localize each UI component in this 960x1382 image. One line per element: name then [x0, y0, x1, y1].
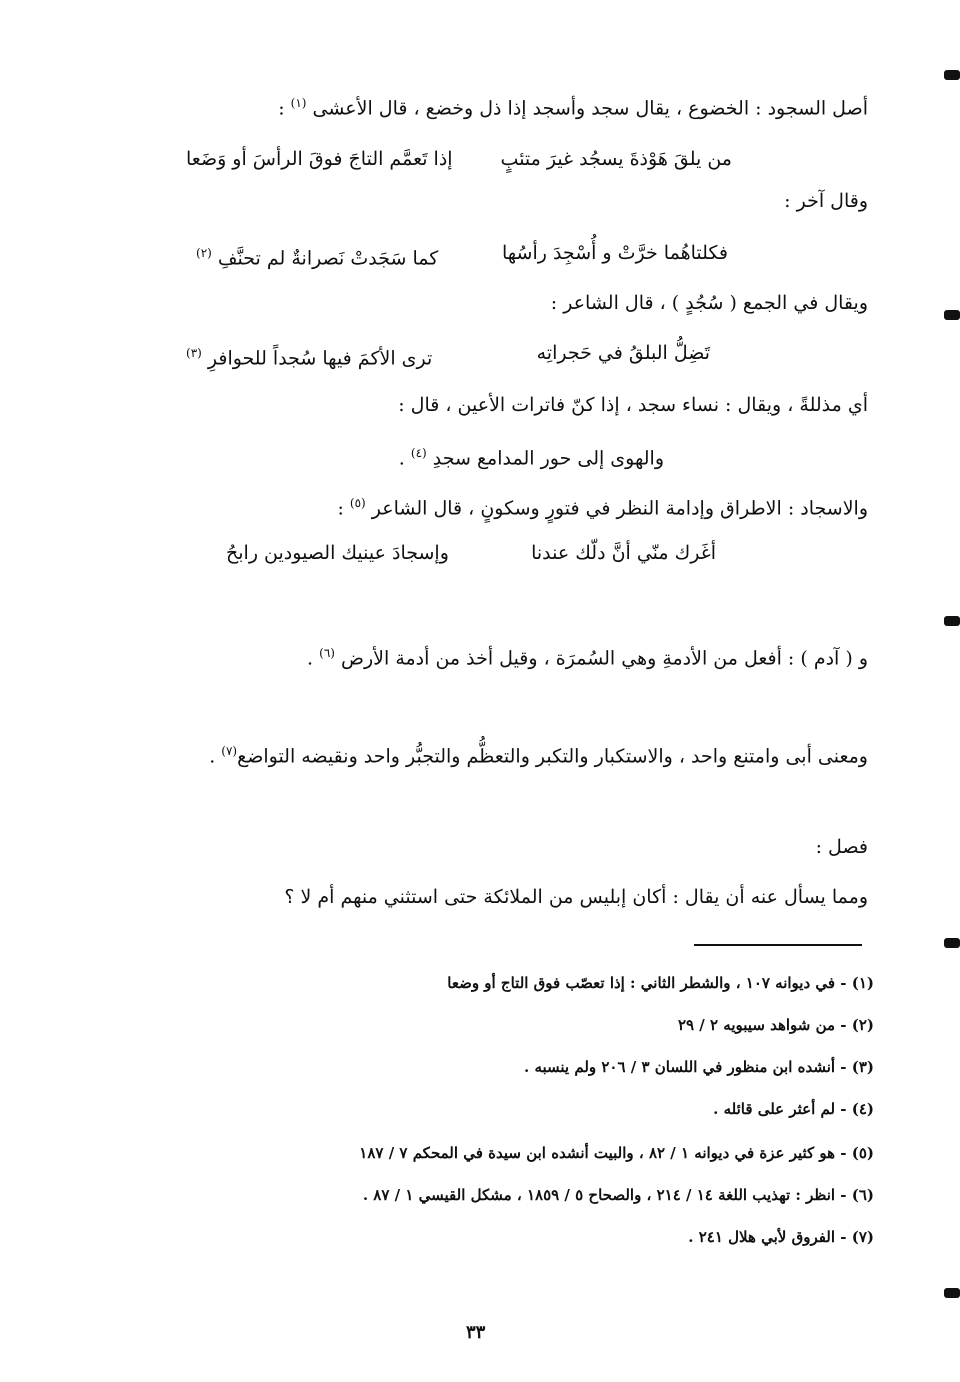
verse-3-second-hemistich: ترى الأكمَ فيها سُجداً للحوافرِ $^{(٣)}$ — [186, 346, 433, 370]
quoted-hemistich: والهوى إلى حور المدامع سجدِ $^{(٤)}$ . — [398, 446, 664, 470]
verse-1-second-hemistich: إذا تَعمَّم التاجَ فوقَ الرأسَ أو وَضَعا — [186, 148, 453, 170]
footnote-ref-5: (٥) — [349, 496, 366, 510]
page-number: ٣٣ — [466, 1322, 486, 1343]
footnote-ref-6: (٦) — [319, 646, 335, 660]
body-line-7: ومعنى أبى وامتنع واحد ، والاستكبار والتكبر والتعظُّم والتجبُّر واحد ونقيضه التواضع$^{(٧)}$ . — [209, 744, 868, 768]
verse-2-second-hemistich: كما سَجَدتْ نَصرانةٌ لم تحنَّفِ $^{(٢)}$ — [196, 246, 439, 270]
verse-3-first-hemistich: تَضِلُّ البلقُ في حَجراتِه — [536, 342, 710, 364]
binding-hole-mark — [944, 616, 960, 626]
body-line-3: ويقال في الجمع ( سُجُدٍ ) ، قال الشاعر : — [550, 292, 868, 314]
footnote-2: (٢) - من شواهد سيبويه ٢ / ٢٩ — [677, 1016, 874, 1034]
binding-hole-mark — [944, 938, 960, 948]
body-line-4: أي مذللةً ، ويقال : نساء سجد ، إذا كنّ فاترات الأعين ، قال : — [398, 394, 868, 416]
section-heading: فصل : — [815, 836, 868, 858]
footnote-6: (٦) - انظر : تهذيب اللغة ١٤ / ٢١٤ ، والصحاح ٥ / ١٨٥٩ ، مشكل القيسي ١ / ٨٧ . — [362, 1186, 874, 1204]
verse-2-first-hemistich: فكلتاهُما خرَّتْ و أُسْجِدَ رأسُها — [502, 242, 728, 264]
verse-1-first-hemistich: من يلقَ هَوْذةَ يسجُد غيرَ متئبٍ — [500, 148, 732, 170]
footnote-7: (٧) - الفروق لأبي هلال ٢٤١ . — [688, 1228, 874, 1246]
footnote-ref-4: (٤) — [410, 446, 427, 460]
body-line-1: أصل السجود : الخضوع ، يقال سجد وأسجد إذا ذل وخضع ، قال الأعشى $^{(١)}$ : — [278, 96, 868, 120]
binding-hole-mark — [944, 70, 960, 80]
body-line-8: ومما يسأل عنه أن يقال : أكان إبليس من الملائكة حتى استثني منهم أم لا ؟ — [284, 886, 868, 908]
body-line-2: وقال آخر : — [784, 190, 868, 212]
footnote-separator — [694, 944, 862, 946]
body-line-5: والاسجاد : الاطراق وإدامة النظر في فتورٍ وسكونٍ ، قال الشاعر $^{(٥)}$ : — [337, 496, 868, 520]
footnote-5: (٥) - هو كثير عزة في ديوانه ١ / ٨٢ ، والبيت أنشده ابن سيدة في المحكم ٧ / ١٨٧ — [359, 1144, 874, 1162]
verse-4-first-hemistich: أغَرك منّي أنَّ دلّك عندنا — [531, 542, 716, 564]
body-line-6: و ( آدم ) : أفعل من الأدمةِ وهي السُمرَة ، وقيل أخذ من أدمة الأرض $^{(٦)}$ . — [307, 646, 868, 670]
verse-4-second-hemistich: وإسجادَ عينيك الصيودين رابحُ — [226, 542, 449, 564]
footnote-1: (١) - في ديوانه ١٠٧ ، والشطر الثاني : إذا تعصّب فوق التاج أو وضعا — [447, 974, 874, 992]
footnote-ref-1: (١) — [290, 96, 307, 110]
footnote-ref-3: (٣) — [186, 346, 202, 360]
footnote-3: (٣) - أنشده ابن منظور في اللسان ٣ / ٢٠٦ ولم ينسبه . — [524, 1058, 874, 1076]
binding-hole-mark — [944, 1288, 960, 1298]
footnote-4: (٤) - لم أعثر على قائله . — [713, 1100, 874, 1118]
footnote-ref-7: (٧) — [221, 744, 238, 758]
footnote-ref-2: (٢) — [196, 246, 212, 260]
binding-hole-mark — [944, 310, 960, 320]
